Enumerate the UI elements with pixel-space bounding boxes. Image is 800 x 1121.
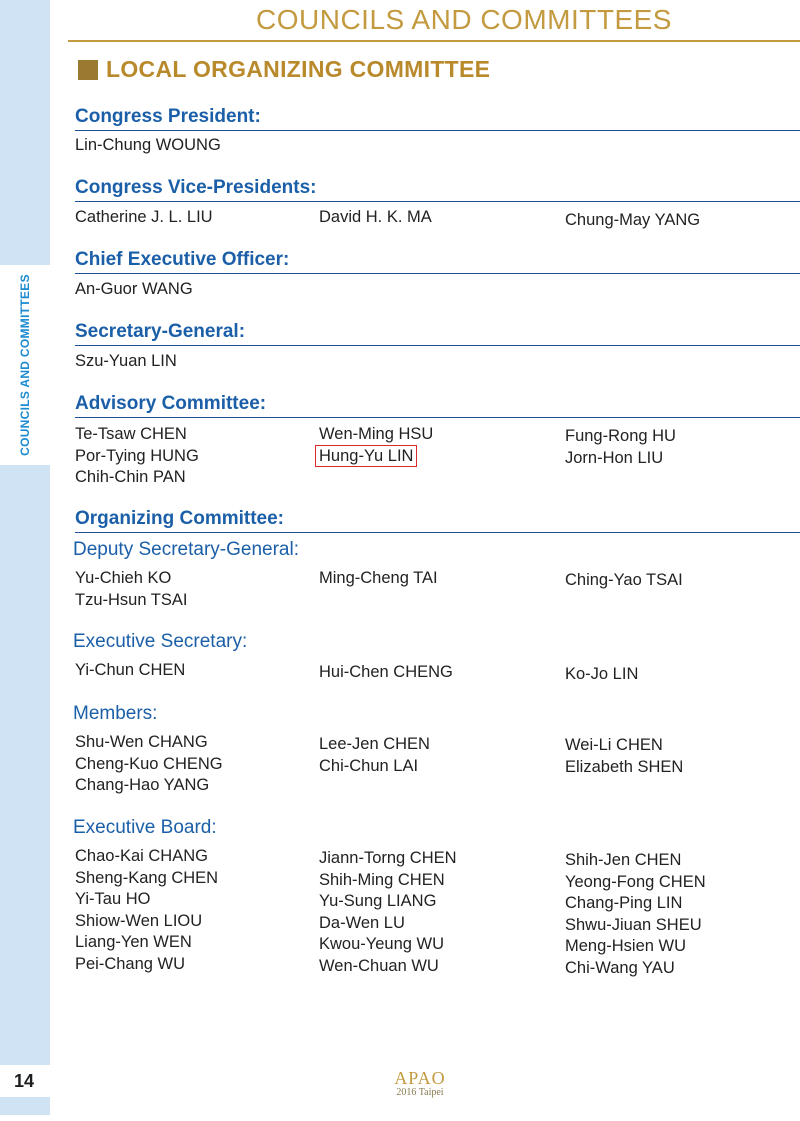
person-name: Lin-Chung WOUNG [75,136,221,154]
person-name: Yu-Sung LIANG [319,892,437,910]
heading-ceo: Chief Executive Officer: [75,249,800,274]
heading-advisory: Advisory Committee: [75,393,800,418]
person-name: Hui-Chen CHENG [319,663,453,681]
person-name: Chang-Hao YANG [75,776,210,794]
person-name: Ching-Yao TSAI [565,571,683,589]
person-name: Cheng-Kuo CHENG [75,754,223,773]
person-name: Te-Tsaw CHEN [75,425,187,443]
person-name: Pei-Chang WU [75,954,186,973]
person-name: Kwou-Yeung WU [319,935,445,953]
person-name: Wen-Ming HSU [319,425,434,443]
person-name: Elizabeth SHEN [565,757,684,776]
footer-logo [360,1068,480,1098]
section-square-icon [78,60,98,80]
person-name: Da-Wen LU [319,913,405,932]
group-ceo [75,249,800,274]
section-title [78,56,490,83]
highlighted-person-name: Hung-Yu LIN [319,446,414,465]
group-vice-presidents [75,177,800,202]
person-name: Ming-Cheng TAI [319,569,438,587]
page-header-title: COUNCILS AND COMMITTEES [256,4,672,35]
apao-logo: APAO [394,1068,446,1088]
side-strip-foot [0,1097,50,1115]
person-name: Catherine J. L. LIU [75,208,213,226]
person-name: Meng-Hsien WU [565,937,687,955]
subheading-executive-board: Executive Board: [73,817,217,838]
person-name: Shih-Ming CHEN [319,870,445,889]
person-name: Szu-Yuan LIN [75,352,177,370]
person-name: Yi-Tau HO [75,890,151,908]
person-name: Yi-Chun CHEN [75,661,186,679]
person-name: Liang-Yen WEN [75,933,192,951]
person-name: Shu-Wen CHANG [75,733,208,751]
person-name: Fung-Rong HU [565,427,676,445]
person-name: Chi-Chun LAI [319,756,419,775]
side-strip-top [0,0,50,265]
person-name: Sheng-Kang CHEN [75,868,219,887]
person-name: Yeong-Fong CHEN [565,872,706,891]
person-name: Jorn-Hon LIU [565,448,664,467]
side-strip-bottom [0,465,50,1065]
group-secretary-general [75,321,800,346]
person-name: Wen-Chuan WU [319,956,439,975]
page-number: 14 [14,1071,35,1091]
group-organizing [75,508,800,533]
heading-congress-president: Congress President: [75,106,800,131]
person-name: Jiann-Torng CHEN [319,849,457,867]
section-title-text: LOCAL ORGANIZING COMMITTEE [106,56,491,82]
person-name: Chao-Kai CHANG [75,847,208,865]
heading-secretary-general: Secretary-General: [75,321,800,346]
person-name: Shiow-Wen LIOU [75,911,203,930]
subheading-deputy: Deputy Secretary-General: [73,539,299,560]
subheading-members: Members: [73,703,158,724]
person-name: An-Guor WANG [75,280,193,298]
person-name: Chang-Ping LIN [565,894,683,912]
group-advisory [75,393,800,418]
person-name: Shwu-Jiuan SHEU [565,915,702,934]
person-name: Wei-Li CHEN [565,736,663,754]
person-name: David H. K. MA [319,208,432,226]
person-name: Lee-Jen CHEN [319,735,430,753]
person-name: Yu-Chieh KO [75,569,172,587]
group-congress-president [75,106,800,131]
side-label: COUNCILS AND COMMITTEES [18,274,33,456]
header-rule [68,40,800,42]
heading-vice-presidents: Congress Vice-Presidents: [75,177,800,202]
person-name: Chung-May YANG [565,211,701,229]
person-name: Tzu-Hsun TSAI [75,590,188,609]
person-name: Chih-Chin PAN [75,468,186,486]
person-name: Chi-Wang YAU [565,958,675,977]
apao-logo-sub: 2016 Taipei [396,1087,444,1098]
heading-organizing: Organizing Committee: [75,508,800,533]
person-name: Por-Tying HUNG [75,446,199,465]
person-name: Ko-Jo LIN [565,665,639,683]
subheading-executive-secretary: Executive Secretary: [73,631,248,652]
person-name: Shih-Jen CHEN [565,851,682,869]
